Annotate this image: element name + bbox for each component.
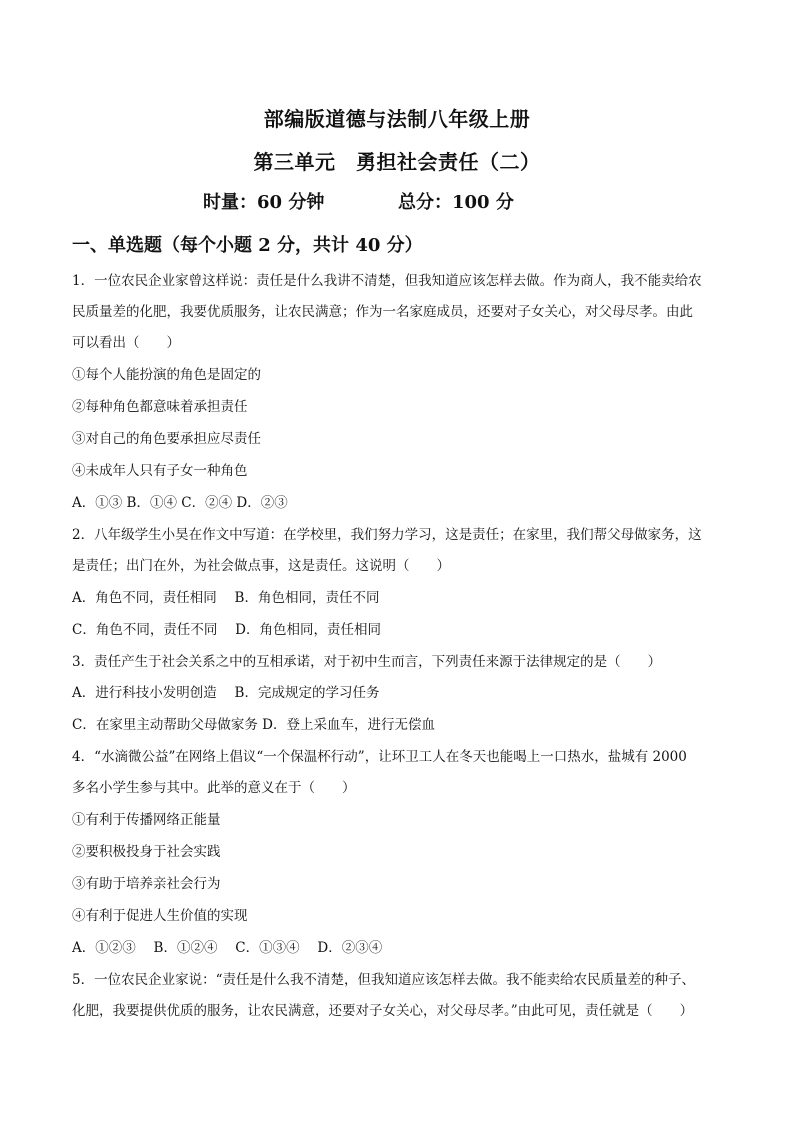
q1-statement-4: ④未成年人只有子女一种角色 [72, 463, 248, 479]
unit-subtitle: 第三单元 勇担社会责任（二） [253, 150, 541, 174]
q2-options-cd: C．角色不同，责任不同 D．角色相同，责任相同 [72, 622, 381, 638]
q5-stem-line-2: 化肥，我要提供优质的服务，让农民满意，还要对子女关心，对父母尽孝。”由此可见，责任就是（ ） [72, 1003, 694, 1019]
total-score: 总分：100 分 [398, 192, 514, 213]
section-heading: 一、单选题（每个小题 2 分，共计 40 分） [72, 235, 423, 256]
q5-stem-line-1: 5．一位农民企业家说：“责任是什么我不清楚，但我知道应该怎样去做。我不能卖给农民质量差的种子、 [72, 972, 695, 988]
q4-statement-2: ②要积极投身于社会实践 [72, 844, 221, 860]
document-title: 部编版道德与法制八年级上册 [263, 107, 531, 131]
q3-options-ab: A．进行科技小发明创造 B．完成规定的学习任务 [72, 685, 380, 701]
q2-stem-line-1: 2．八年级学生小昊在作文中写道：在学校里，我们努力学习，这是责任；在家里，我们帮父母做家务，这 [72, 527, 702, 543]
q3-stem: 3．责任产生于社会关系之中的互相承诺，对于初中生而言，下列责任来源于法律规定的是（ ） [72, 654, 662, 670]
q1-stem-line-1: 1．一位农民企业家曾这样说：责任是什么我讲不清楚，但我知道应该怎样去做。作为商人，我不能卖给农 [72, 273, 702, 289]
q3-options-cd: C．在家里主动帮助父母做家务 D．登上采血车，进行无偿血 [72, 717, 435, 733]
q4-statement-4: ④有利于促进人生价值的实现 [72, 908, 248, 924]
q4-stem-line-2: 多名小学生参与其中。此举的意义在于（ ） [72, 780, 356, 796]
q2-stem-line-2: 是责任；出门在外，为社会做点事，这是责任。这说明（ ） [72, 558, 450, 574]
q2-options-ab: A．角色不同，责任相同 B．角色相同，责任不同 [72, 590, 380, 606]
q1-stem-line-2: 民质量差的化肥，我要优质服务，让农民满意；作为一名家庭成员，还要对子女关心，对父母尽孝。由此 [72, 304, 693, 320]
q1-statement-1: ①每个人能扮演的角色是固定的 [72, 367, 261, 383]
q4-statement-3: ③有助于培养亲社会行为 [72, 876, 221, 892]
q4-stem-line-1: 4．“水滴微公益”在网络上倡议“一个保温杯行动”，让环卫工人在冬天也能喝上一口热水，盐城有 2000 [72, 749, 687, 765]
q1-options: A．①③ B．①④ C．②④ D．②③ [72, 495, 288, 511]
q1-stem-line-3: 可以看出（ ） [72, 335, 180, 351]
time-limit: 时量：60 分钟 [203, 192, 325, 213]
q4-statement-1: ①有利于传播网络正能量 [72, 812, 221, 828]
q1-statement-3: ③对自己的角色要承担应尽责任 [72, 431, 261, 447]
q1-statement-2: ②每种角色都意味着承担责任 [72, 399, 248, 415]
q4-options: A．①②③ B．①②④ C．①③④ D．②③④ [72, 940, 383, 956]
